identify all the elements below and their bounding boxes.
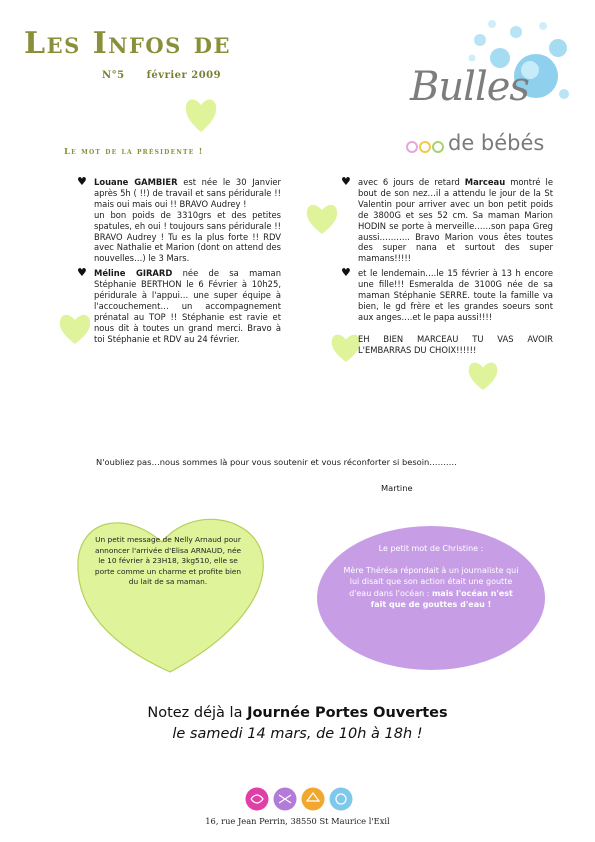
birth-entry <box>77 268 281 344</box>
heart-bullet-icon: ♥ <box>341 175 351 188</box>
heart-icon <box>184 94 218 134</box>
logo-debebes-text: de bébés <box>448 131 545 155</box>
left-column <box>77 177 281 349</box>
heart-bullet-icon: ♥ <box>341 266 351 280</box>
support-note: N'oubliez pas…nous sommes là pour vous soutenir et vous réconforter si besoin………. <box>96 457 457 467</box>
entry-closing: EH BIEN MARCEAU TU VAS AVOIR L'EMBARRAS DU CHOIX!!!!!! <box>358 333 553 355</box>
signature: Martine <box>381 483 413 493</box>
heart-message-text: Un petit message de Nelly Arnaud pour annoncer l'arrivée d'Elisa ARNAUD, née le 10 février à 23H18, 3kg510, elle se porte comme un charme et profite bien du lait de sa maman. <box>94 535 242 587</box>
entry-text: avec 6 jours de retard <box>358 177 465 187</box>
section-heading: Le mot de la présidente ! <box>64 147 204 157</box>
baby-name: Méline GIRARD <box>94 268 173 279</box>
christine-box-text <box>343 543 519 611</box>
announcement-event: Journée Portes Ouvertes <box>247 705 448 721</box>
open-day-announcement <box>0 705 595 721</box>
baby-name: Marceau <box>464 177 506 187</box>
footer-address: 16, rue Jean Perrin, 38550 St Maurice l'Exil <box>205 816 390 826</box>
entry-text: et le lendemain….le 15 février à 13 h encore une fille!!! Esmeralda de 3100G née de sa maman Stéphanie SERRE. toute la famille va bien, le gd frère et les grandes soeurs sont aux anges….et le papa aussi!!!! <box>358 268 553 322</box>
logo <box>398 18 578 163</box>
entry-text: un bon poids de 3310grs et des petites spatules, eh oui ! toujours sans péridurale !! BRAVO Audrey ! Tu es la plus forte !! RDV avec Nathalie et Marion (dont on attend des nouvelles…) le 3 Mars. <box>94 209 281 264</box>
christine-box-body: Mère Thérésa répondait à un journaliste qui lui disait que son action était une goutte d'eau dans l'océan : <box>343 565 519 598</box>
issue-number: N°5 <box>102 70 125 81</box>
christine-box-emphasis: mais l'océan n'est fait que de gouttes d'eau ! <box>370 588 513 610</box>
heart-bullet-icon: ♥ <box>77 175 87 188</box>
newsletter-title: Les Infos de <box>24 26 231 61</box>
entry-text: montré le bout de son nez…il a attendu le jour de la St Valentin pour arriver avec un bon petit poids de 3800G et ses 52 cm. Sa maman Marion HODIN se porte à merveille……son papa Greg aussi……….. Bravo Marion vous êtes toutes des super nana et surtout des super mamans!!!!! <box>358 177 553 264</box>
announcement-date: le samedi 14 mars, de 10h à 18h ! <box>172 726 423 742</box>
entry-text: née de sa maman Stéphanie BERTHON le 6 Février à 10h25, péridurale à l'appui… une super équipe à l'accouchement… un accompagnement prénatal au TOP !! Stéphanie est ravie et nous dit à toutes un grand merci. Bravo à toi Stéphanie et RDV au 24 février. <box>94 268 281 344</box>
birth-entry <box>77 177 281 264</box>
footer-bubbles-icon <box>245 786 353 812</box>
heart-message-shape <box>70 500 270 676</box>
issue-line <box>102 70 221 81</box>
entry-text: est née le 30 Janvier après 5h ( !!) de travail et sans péridurale !! mais oui mais oui !! BRAVO Audrey ! <box>94 177 281 209</box>
heart-icon <box>305 200 339 236</box>
christine-box-title: Le petit mot de Christine : <box>378 544 484 553</box>
heart-bullet-icon: ♥ <box>77 266 87 280</box>
birth-entry <box>341 177 553 264</box>
logo-bulles-text: Bulles <box>410 64 529 110</box>
baby-name: Louane GAMBIER <box>94 177 178 187</box>
right-column <box>341 177 553 360</box>
heart-icon <box>467 358 499 392</box>
birth-entry <box>341 268 553 355</box>
issue-date: février 2009 <box>146 70 222 81</box>
announcement-prefix: Notez déjà la <box>147 705 248 721</box>
